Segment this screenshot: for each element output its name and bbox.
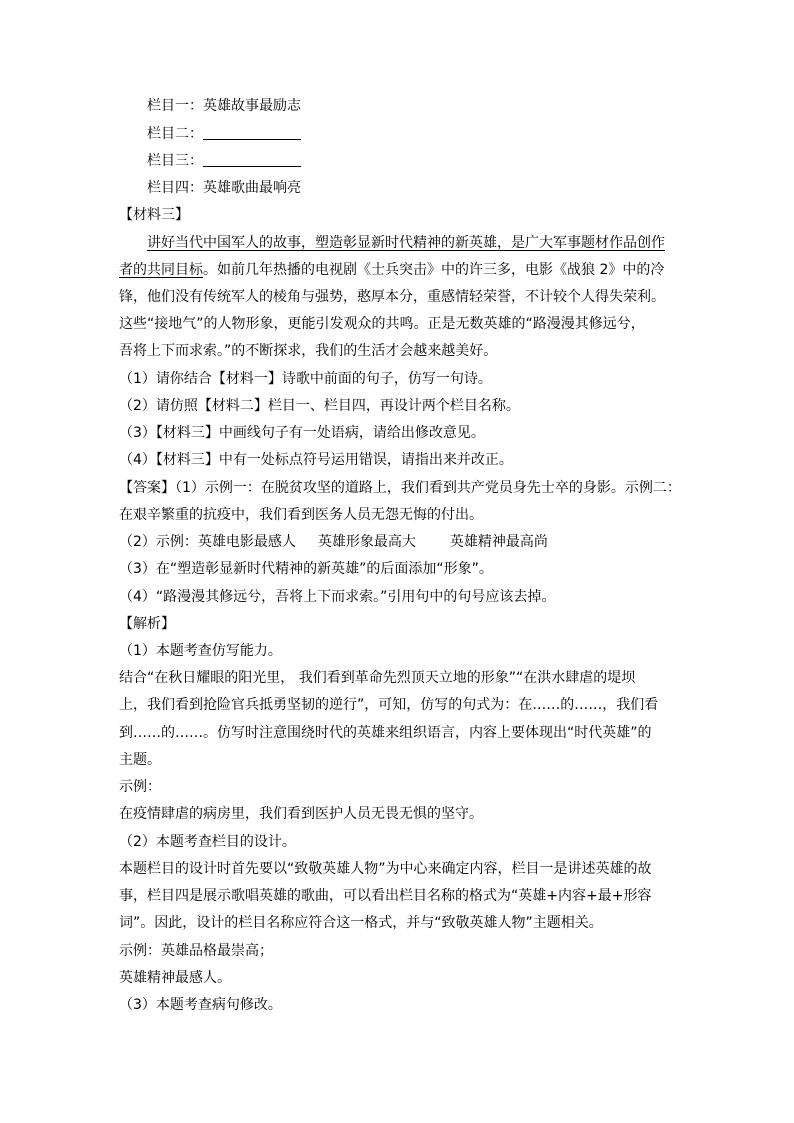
material3-line-2-rest: 。如前几年热播的电视剧《士兵突击》中的许三多，电影《战狼 2》中的冷 bbox=[203, 262, 665, 278]
answer-3: （3）在“塑造彰显新时代精神的新英雄”的后面添加“形象”。 bbox=[119, 561, 493, 577]
material3-line-4: 这些“接地气”的人物形象，更能引发观众的共鸣。正是无数英雄的“路漫漫其修远兮， bbox=[119, 316, 645, 332]
analysis-1-example: 在疫情肆虐的病房里，我们看到医护人员无畏无惧的坚守。 bbox=[119, 806, 483, 822]
analysis-2-line-3: 词”。因此，设计的栏目名称应符合这一格式，并与“致敬英雄人物”主题相关。 bbox=[119, 915, 603, 931]
analysis-2-line-1: 本题栏目的设计时首先要以“致敬英雄人物”为中心来确定内容，栏目一是讲述英雄的故 bbox=[119, 861, 652, 877]
underlined-sentence-part-1: 讲好当代中国军人的故事，塑造彰显新时代精神的新英雄，是广大军事题材作品创作 bbox=[147, 235, 665, 251]
answer-2-prefix: （2）示例：英雄电影最感人 bbox=[119, 534, 296, 550]
column-3-label: 栏目三： bbox=[147, 153, 203, 169]
answer-1-line-1: 【答案】（1）示例一：在脱贫攻坚的道路上，我们看到共产党员身先士卒的身影。示例二： bbox=[119, 480, 681, 496]
answer-2 bbox=[119, 532, 548, 552]
analysis-1-title: （1）本题考查仿写能力。 bbox=[119, 643, 282, 659]
analysis-heading: 【解析】 bbox=[119, 616, 175, 632]
answer-1-line-2: 在艰辛繁重的抗疫中，我们看到医务人员无怨无悔的付出。 bbox=[119, 507, 483, 523]
column-3 bbox=[147, 151, 301, 171]
column-2-blank bbox=[203, 125, 301, 140]
analysis-1-line-1: 结合“在秋日耀眼的阳光里， 我们看到革命先烈顶天立地的形象”“在洪水肆虐的堤坝 bbox=[119, 670, 636, 686]
underlined-sentence-part-2: 者的共同目标 bbox=[119, 262, 203, 278]
column-2-label: 栏目二： bbox=[147, 126, 203, 142]
column-1: 栏目一：英雄故事最励志 bbox=[147, 98, 301, 114]
analysis-1-line-3: 到……的……。仿写时注意围绕时代的英雄来组织语言，内容上要体现出“时代英雄”的 bbox=[119, 725, 652, 741]
question-1: （1）请你结合【材料一】诗歌中前面的句子，仿写一句诗。 bbox=[119, 371, 492, 387]
answer-2-b: 英雄形象最高大 bbox=[317, 534, 416, 550]
question-4: （4）【材料三】中有一处标点符号运用错误，请指出来并改正。 bbox=[119, 452, 513, 468]
analysis-2-example-2: 英雄精神最感人。 bbox=[119, 970, 231, 986]
answer-2-c: 英雄精神最高尚 bbox=[449, 534, 548, 550]
material3-line-1 bbox=[147, 233, 665, 253]
analysis-2-example-1: 示例：英雄品格最崇高； bbox=[119, 943, 273, 959]
material3-line-3: 锋，他们没有传统军人的棱角与强势，憨厚本分，重感情轻荣誉，不计较个人得失荣利。 bbox=[119, 289, 665, 305]
answer-4: （4）“路漫漫其修远兮，吾将上下而求索。”引用句中的句号应该去掉。 bbox=[119, 589, 556, 605]
question-2: （2）请仿照【材料二】栏目一、栏目四，再设计两个栏目名称。 bbox=[119, 398, 520, 414]
material3-line-2 bbox=[119, 260, 664, 280]
analysis-1-example-label: 示例： bbox=[119, 779, 161, 795]
material3-line-5: 吾将上下而求索。”的不断探求，我们的生活才会越来越美好。 bbox=[119, 343, 498, 359]
analysis-3-title: （3）本题考查病句修改。 bbox=[119, 997, 282, 1013]
analysis-2-line-2: 事，栏目四是展示歌唱英雄的歌曲，可以看出栏目名称的格式为“英雄+内容+最+形容 bbox=[119, 888, 652, 904]
question-3: （3）【材料三】中画线句子有一处语病，请给出修改意见。 bbox=[119, 425, 485, 441]
column-2 bbox=[147, 124, 301, 144]
column-3-blank bbox=[203, 152, 301, 167]
column-4: 栏目四：英雄歌曲最响亮 bbox=[147, 180, 301, 196]
analysis-1-line-2: 上，我们看到抢险官兵抵勇坚韧的逆行”，可知，仿写的句式为：在……的……，我们看 bbox=[119, 697, 659, 713]
analysis-1-line-4: 主题。 bbox=[119, 752, 161, 768]
analysis-2-title: （2）本题考查栏目的设计。 bbox=[119, 834, 296, 850]
material3-heading: 【材料三】 bbox=[119, 207, 189, 223]
